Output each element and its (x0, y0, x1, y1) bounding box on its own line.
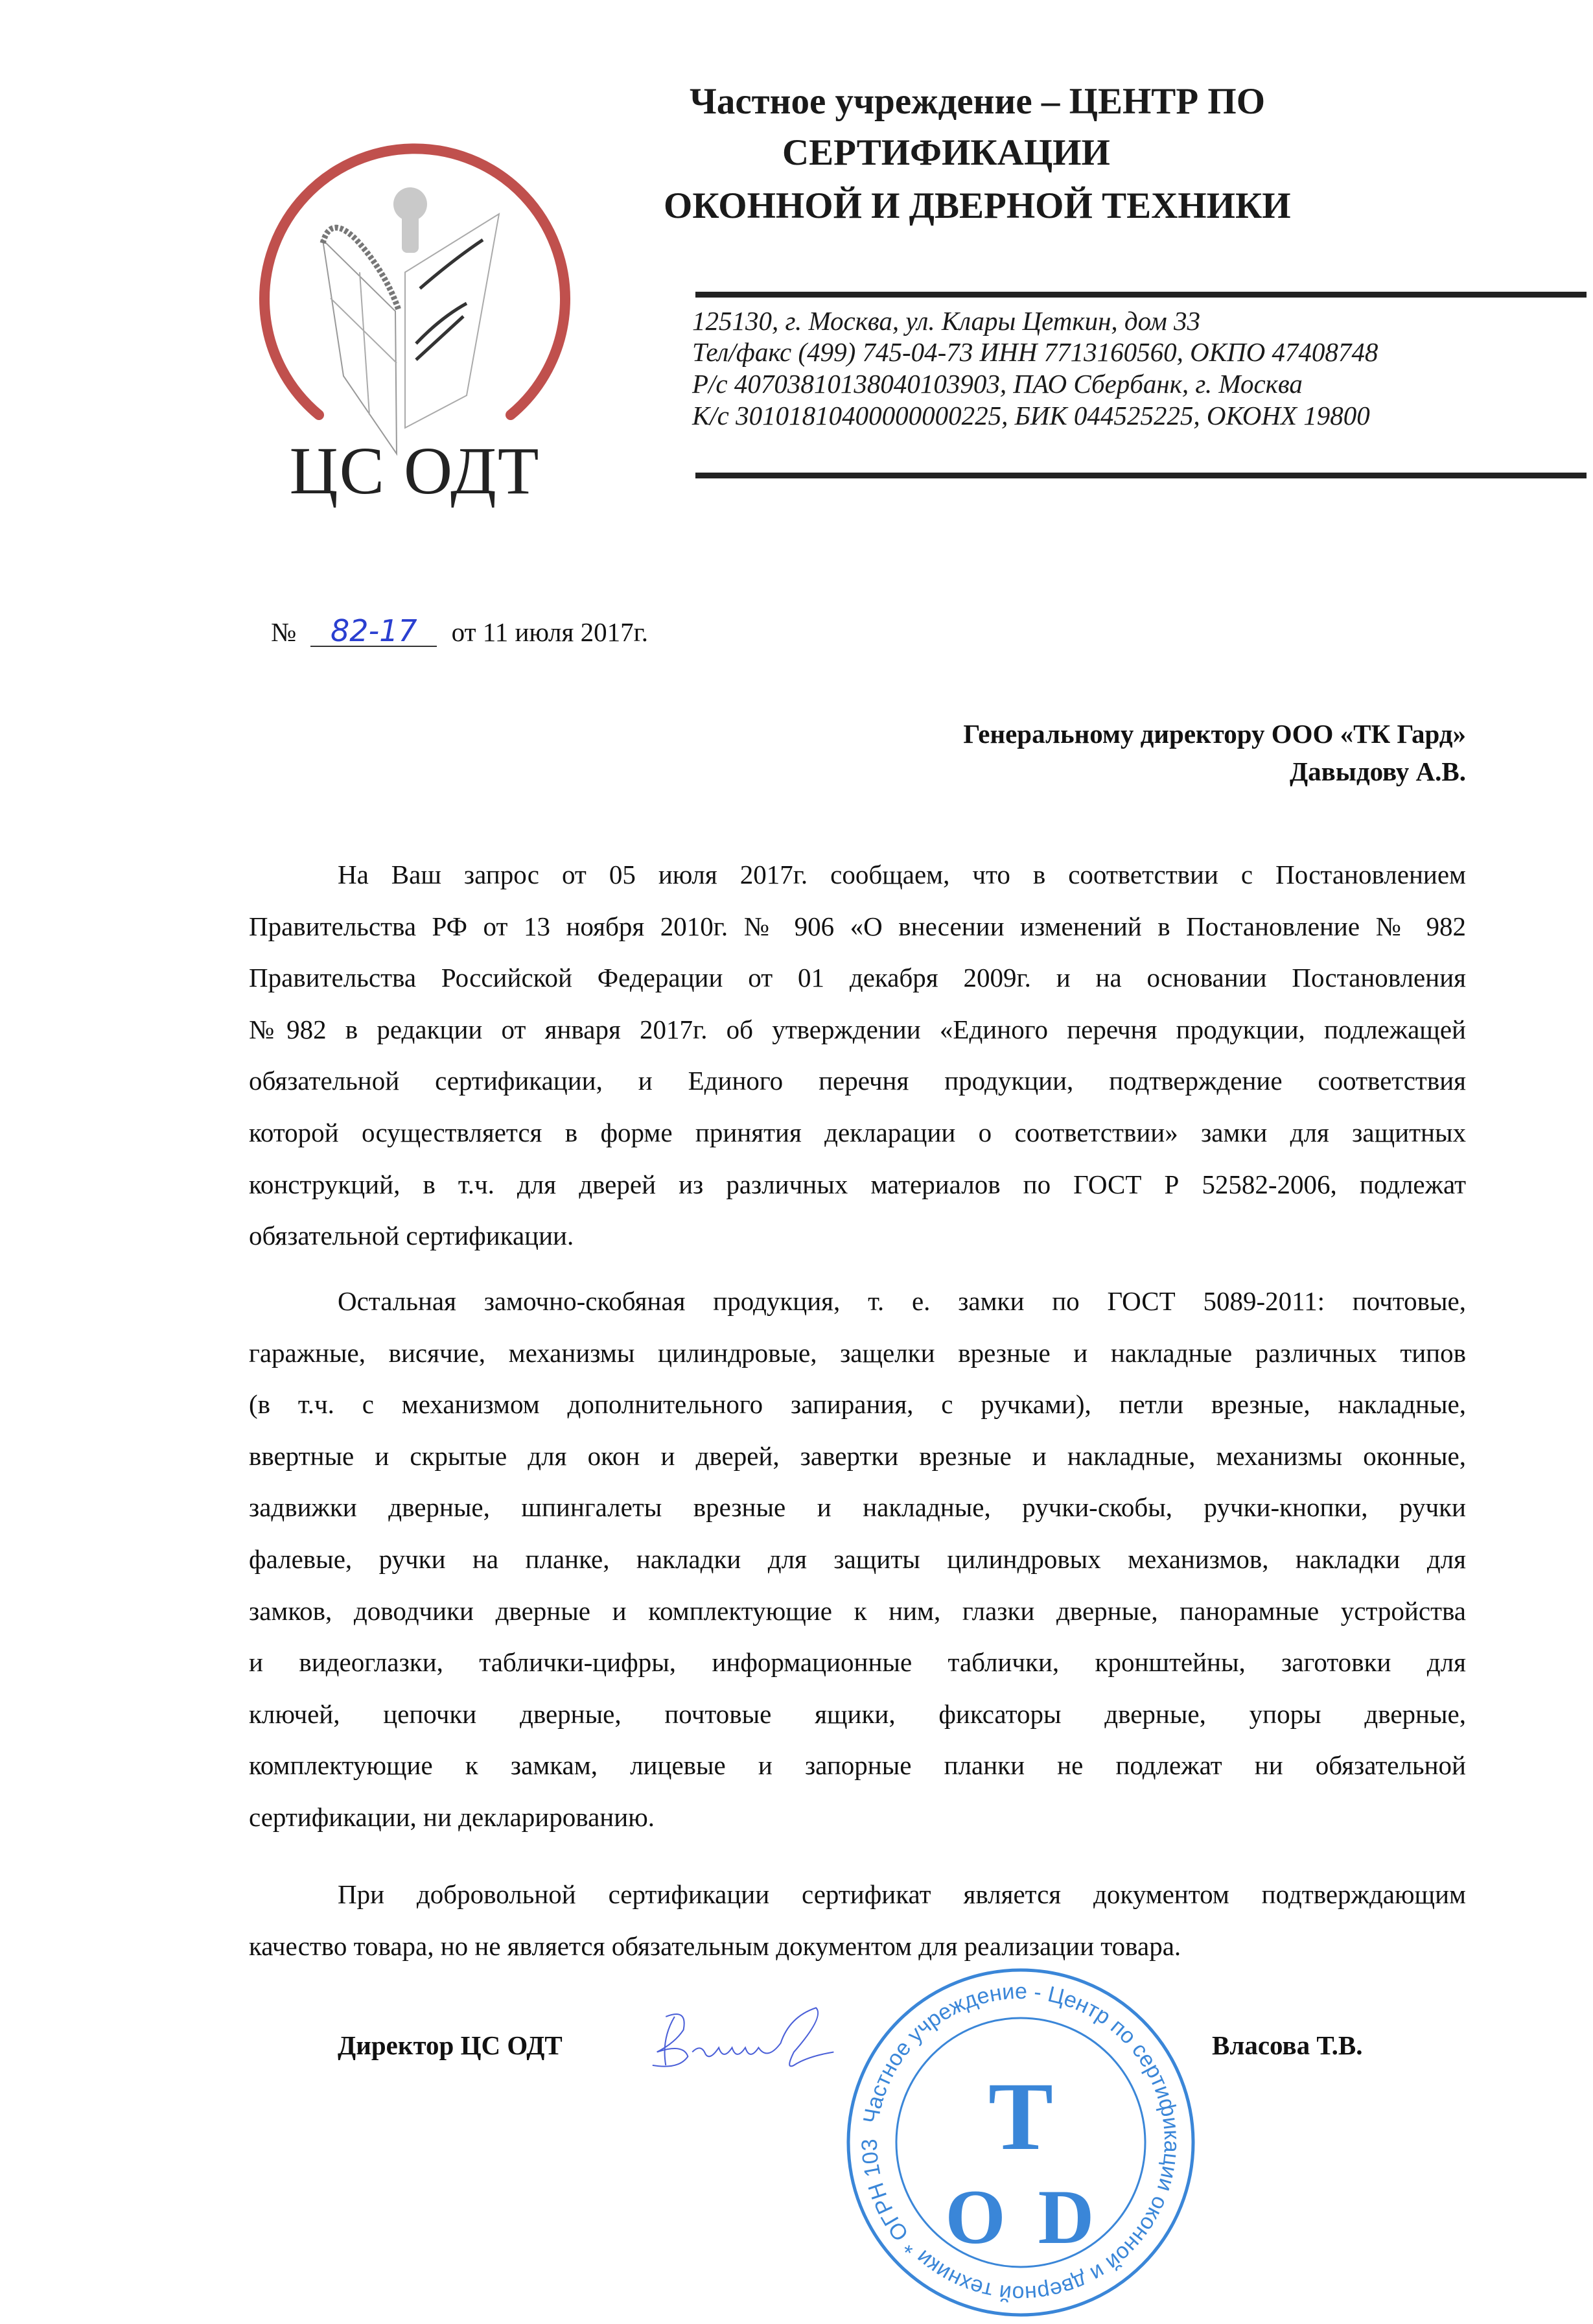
stamp-ring-text: Частное учреждение - Центр по сертификации оконной и дверной техники * ОГРН 103 (857, 1978, 1185, 2306)
paragraph-1-line: обязательной сертификации. (249, 1221, 574, 1251)
reference-line (271, 613, 649, 648)
signature-scribble (648, 1990, 843, 2087)
stamp-center-mark-d: D (1038, 2174, 1095, 2260)
header-rule-top (695, 292, 1587, 298)
stamp-center-mark-t: Т (988, 2063, 1054, 2170)
handwritten-signature (648, 1990, 843, 2091)
organization-logo (246, 143, 583, 519)
official-stamp (843, 1964, 1199, 2324)
paragraph-2-line: ключей, цепочки дверные, почтовые ящики, фиксаторы дверные, упоры дверные, (249, 1698, 1466, 1729)
paragraph-2-line: фалевые, ручки на планке, накладки для защиты цилиндровых механизмов, накладки для (249, 1544, 1466, 1574)
organization-title-line-3: ОКОННОЙ И ДВЕРНОЙ ТЕХНИКИ (664, 185, 1291, 226)
paragraph-2-line: замков, доводчики дверные и комплектующие к ним, глазки дверные, панорамные устройства (249, 1595, 1466, 1626)
paragraph-2-line: задвижки дверные, шпингалеты врезные и накладные, ручки-скобы, ручки-кнопки, ручки (249, 1492, 1466, 1523)
paragraph-2-line: и видеоглазки, таблички-цифры, информационные таблички, кронштейны, заготовки для (249, 1647, 1466, 1678)
paragraph-2-line: гаражные, висячие, механизмы цилиндровые, защелки врезные и накладные различных типов (249, 1337, 1466, 1368)
paragraph-3-line: При добровольной сертификации сертификат является документом подтверждающим (338, 1879, 1466, 1909)
paragraph-2-line: сертификации, ни декларированию. (249, 1802, 655, 1832)
address-line: 125130, г. Москва, ул. Клары Цеткин, дом 33 (692, 306, 1201, 336)
signatory-name: Власова Т.В. (1212, 2030, 1363, 2060)
paragraph-1-line: обязательной сертификации, и Единого перечня продукции, подтверждение соответствия (249, 1066, 1466, 1096)
paragraph-1-line: На Ваш запрос от 05 июля 2017г. сообщаем, что в соответствии с Постановлением (338, 860, 1466, 889)
organization-title-line-2: СЕРТИФИКАЦИИ (782, 132, 1110, 173)
bank-account-line: Р/с 40703810138040103903, ПАО Сбербанк, г. Москва (692, 369, 1303, 399)
document-date: от 11 июля 2017г. (451, 617, 649, 647)
logo-text: ЦС ОДТ (289, 434, 541, 508)
paragraph-2-line: (в т.ч. с механизмом дополнительного запирания, с ручками), петли врезные, накладные, (249, 1389, 1466, 1420)
recipient-position: Генеральному директору ООО «ТК Гард» (963, 719, 1466, 749)
header-rule-bottom (695, 473, 1587, 478)
paragraph-1-line: которой осуществляется в форме принятия декларации о соответствии» замки для защитных (249, 1118, 1466, 1147)
paragraph-2-line: ввертные и скрытые для окон и дверей, завертки врезные и накладные, механизмы оконные, (249, 1440, 1466, 1471)
organization-title-line-1: Частное учреждение – ЦЕНТР ПО (690, 81, 1266, 122)
paragraph-2-line: комплектующие к замкам, лицевые и запорные планки не подлежат ни обязательной (249, 1750, 1466, 1781)
stamp-center-mark-o: О (945, 2174, 1006, 2260)
paragraph-1-line: Правительства Российской Федерации от 01 декабря 2009г. и на основании Постановления (249, 963, 1466, 993)
stamp-graphic (843, 1964, 1199, 2321)
paragraph-3-line: качество товара, но не является обязательным документом для реализации товара. (249, 1931, 1181, 1961)
paragraph-1-line: Правительства РФ от 13 ноября 2010г. № 906 «О внесении изменений в Постановление № 982 (249, 911, 1466, 941)
correspondent-account-line: К/с 30101810400000000225, БИК 044525225, ОКОНХ 19800 (692, 401, 1370, 430)
phone-inn-line: Тел/факс (499) 745-04-73 ИНН 7713160560, ОКПО 47408748 (692, 337, 1378, 367)
recipient-name: Давыдову А.В. (1289, 757, 1466, 786)
paragraph-1-line: №982 в редакции от января 2017г. об утверждении «Единого перечня продукции, подлежащей (249, 1014, 1466, 1044)
document-number-handwritten: 82-17 (331, 613, 417, 648)
number-sign: № (271, 617, 297, 647)
document-number (310, 613, 437, 648)
paragraph-2-line: Остальная замочно-скобяная продукция, т. е. замки по ГОСТ 5089-2011: почтовые, (338, 1286, 1466, 1316)
signatory-position: Директор ЦС ОДТ (338, 2030, 563, 2060)
paragraph-1-line: конструкций, в т.ч. для дверей из различных материалов по ГОСТ Р 52582-2006, подлежат (249, 1169, 1466, 1199)
